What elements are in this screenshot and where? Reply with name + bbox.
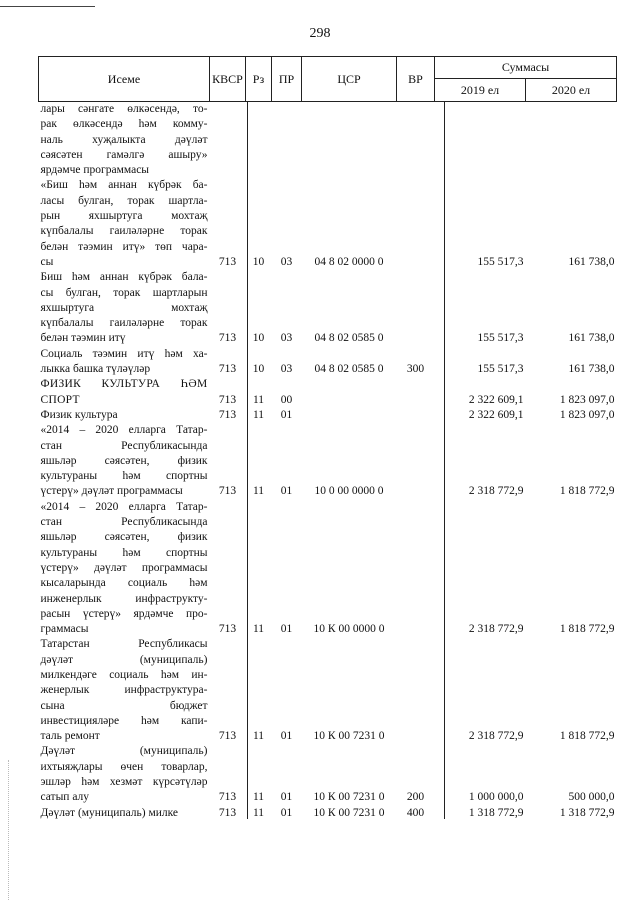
name-line: кысаларында социаль һәм — [40, 577, 208, 590]
name-line: күпбалалы гаиләләрне торак — [40, 317, 208, 330]
cell-rz: 10 — [252, 332, 265, 345]
cell-kvsr — [210, 102, 246, 179]
name-line: лары сәнгате өлкәсендә, то- — [40, 103, 208, 115]
cell-vr: 300 — [406, 363, 425, 376]
name-line: «2014 – 2020 елларга Татар- — [40, 424, 208, 437]
name-line: сына бюджет — [40, 699, 208, 712]
name-line: таль ремонт — [40, 730, 100, 743]
cell-csr: 10 0 00 0000 0 — [314, 485, 384, 498]
cell-kvsr: 713 — [218, 791, 237, 804]
cell-kvsr: 713 — [218, 255, 237, 268]
name-line: Социаль тәэмин итү һәм ха- — [40, 347, 208, 360]
name-line: Татарстан Республикасы — [40, 638, 208, 651]
name-line: сәясәтен гамәлгә ашыру» — [40, 148, 208, 161]
header-vr: ВР — [397, 57, 435, 102]
cell-pr: 03 — [280, 332, 293, 345]
cell-kvsr: 713 — [218, 623, 237, 636]
name-line: Дәүләт (муниципаль) — [40, 745, 208, 758]
cell-vr — [397, 102, 435, 179]
table-header — [39, 57, 617, 102]
cell-rz: 11 — [252, 485, 265, 498]
name-line: стан Республикасында — [40, 439, 208, 452]
cell-vr — [397, 270, 435, 346]
cell-pr: 01 — [280, 791, 293, 804]
cell-sum-2019: 2 318 772,9 — [468, 485, 524, 498]
cell-name — [39, 270, 210, 346]
name-line: милкендәге социаль һәм ин- — [40, 668, 208, 681]
name-line: Биш һәм аннан күбрәк бала- — [40, 271, 208, 284]
cell-sum-2019: 2 322 609,1 — [468, 408, 524, 421]
name-line: инженерлык инфраструкту- — [40, 592, 208, 605]
budget-table — [38, 56, 617, 821]
cell-sum-2019: 2 318 772,9 — [468, 623, 524, 636]
cell-sum-2020: 161 738,0 — [568, 332, 615, 345]
cell-sum-2019: 155 517,3 — [477, 363, 524, 376]
cell-kvsr: 713 — [218, 332, 237, 345]
header-sums: Суммасы — [435, 57, 617, 79]
table-row — [39, 423, 617, 499]
name-line: расын үстерү» ярдәмче про- — [40, 607, 208, 620]
cell-pr: 03 — [280, 363, 293, 376]
cell-vr — [397, 178, 435, 270]
name-line: лыкка башка түләүләр — [40, 363, 151, 376]
cell-name — [39, 377, 210, 408]
page-number: 298 — [309, 26, 331, 41]
name-line: культураны һәм спортны — [40, 470, 208, 483]
cell-csr: 04 8 02 0585 0 — [314, 332, 384, 345]
table-row — [39, 270, 617, 346]
cell-sum-2019: 2 318 772,9 — [468, 730, 524, 743]
table-row — [39, 744, 617, 805]
cell-pr: 01 — [280, 623, 293, 636]
name-line: күпбалалы гаиләләрне торак — [40, 225, 208, 238]
cell-csr: 10 К 00 7231 0 — [313, 791, 385, 804]
table-row — [39, 500, 617, 638]
cell-kvsr: 713 — [218, 408, 237, 421]
cell-rz — [246, 102, 272, 179]
cell-pr: 01 — [280, 485, 293, 498]
cell-pr: 01 — [280, 730, 293, 743]
name-line: СПОРТ — [40, 393, 80, 406]
cell-pr: 01 — [280, 408, 293, 421]
header-csr: ЦСР — [302, 57, 397, 102]
table-body — [39, 102, 617, 821]
cell-sum-2020: 1 818 772,9 — [559, 730, 615, 743]
cell-vr — [397, 377, 435, 408]
cell-csr: 10 К 00 0000 0 — [313, 623, 385, 636]
cell-kvsr: 713 — [218, 806, 237, 819]
cell-pr — [272, 102, 302, 179]
cell-vr — [397, 500, 435, 638]
name-line: яхшыртуга мохтаҗ — [40, 301, 208, 314]
name-line: сы булган, торак шартларын — [40, 286, 208, 299]
name-line: Дәүләт (муниципаль) милке — [40, 806, 179, 819]
cell-csr — [302, 377, 397, 408]
cell-csr — [302, 408, 397, 423]
cell-sum-2020: 1 818 772,9 — [559, 485, 615, 498]
table-row — [39, 377, 617, 408]
table-row — [39, 806, 617, 821]
name-line: стан Республикасында — [40, 516, 208, 529]
table-row — [39, 637, 617, 744]
column-rule — [247, 101, 248, 819]
cell-kvsr: 713 — [218, 730, 237, 743]
name-line: эшләр һәм хезмәт күрсәтүләр — [40, 776, 208, 789]
cell-sum-2020: 161 738,0 — [568, 363, 615, 376]
header-pr: ПР — [272, 57, 302, 102]
name-line: Физик культура — [40, 408, 118, 421]
cell-name — [39, 637, 210, 744]
cell-csr: 10 К 00 7231 0 — [313, 806, 385, 819]
name-line: женерлык инфраструктура- — [40, 684, 208, 697]
cell-sum-2020 — [526, 102, 617, 179]
name-line: инвестицияләре һәм капи- — [40, 714, 208, 727]
cell-rz: 10 — [252, 255, 265, 268]
header-kvsr: КВСР — [210, 57, 246, 102]
header-year-2019: 2019 ел — [435, 79, 526, 102]
margin-dots — [8, 760, 9, 900]
name-line: рын яхшыртуга мохтаҗ — [40, 210, 208, 223]
cell-csr: 04 8 02 0585 0 — [314, 363, 384, 376]
cell-rz: 10 — [252, 363, 265, 376]
name-line: яшьләр сәясәтен, физик — [40, 454, 208, 467]
name-line: дәүләт (муниципаль) — [40, 653, 208, 666]
name-line: сы — [40, 255, 54, 268]
name-line: «2014 – 2020 елларга Татар- — [40, 500, 208, 513]
cell-vr: 400 — [406, 806, 425, 819]
cell-pr: 01 — [280, 806, 293, 819]
table-row — [39, 178, 617, 270]
name-line: үстерү» дәүләт программасы — [40, 485, 183, 498]
cell-sum-2019: 1 000 000,0 — [468, 791, 524, 804]
cell-pr: 03 — [280, 255, 293, 268]
cell-vr: 200 — [406, 791, 425, 804]
cell-sum-2020: 1 818 772,9 — [559, 623, 615, 636]
cell-name — [39, 347, 210, 378]
cell-name — [39, 423, 210, 499]
name-line: культураны һәм спортны — [40, 546, 208, 559]
cell-rz: 11 — [252, 791, 265, 804]
cell-sum-2019: 155 517,3 — [477, 332, 524, 345]
cell-name — [39, 500, 210, 638]
cell-csr: 10 К 00 7231 0 — [313, 730, 385, 743]
cell-sum-2020: 161 738,0 — [568, 255, 615, 268]
cell-pr: 00 — [280, 393, 293, 406]
name-line: үстерү» дәүләт программасы — [40, 561, 208, 574]
column-rule — [444, 101, 445, 819]
cell-rz: 11 — [252, 393, 265, 406]
name-line: ФИЗИК КУЛЬТУРА ҺӘМ — [40, 378, 208, 391]
cell-vr — [397, 637, 435, 744]
cell-name — [39, 178, 210, 270]
name-line: «Биш һәм аннан күбрәк ба- — [40, 179, 208, 192]
cell-kvsr: 713 — [218, 363, 237, 376]
name-line: наль хуҗалыкта дәүләт — [40, 133, 208, 146]
cell-rz: 11 — [252, 408, 265, 421]
name-line: рак өлкәсендә һәм комму- — [40, 118, 208, 131]
cell-rz: 11 — [252, 623, 265, 636]
cell-sum-2020: 1 823 097,0 — [559, 408, 615, 421]
cell-sum-2020: 1 318 772,9 — [559, 806, 615, 819]
cell-sum-2020: 1 823 097,0 — [559, 393, 615, 406]
name-line: сатып алу — [40, 791, 90, 804]
cell-kvsr: 713 — [218, 485, 237, 498]
cell-sum-2020: 500 000,0 — [568, 791, 615, 804]
table-row — [39, 408, 617, 423]
name-line: ихтыяҗлары өчен товарлар, — [40, 760, 208, 773]
cell-sum-2019: 1 318 772,9 — [468, 806, 524, 819]
header-year-2020: 2020 ел — [526, 79, 617, 102]
cell-sum-2019: 2 322 609,1 — [468, 393, 524, 406]
top-rule — [0, 6, 95, 7]
name-line: белән тәэмин итү — [40, 332, 126, 345]
cell-sum-2019 — [435, 102, 526, 179]
cell-csr: 04 8 02 0000 0 — [314, 255, 384, 268]
cell-rz: 11 — [252, 730, 265, 743]
cell-name — [39, 806, 210, 821]
name-line: яшьләр сәясәтен, физик — [40, 531, 208, 544]
cell-vr — [397, 408, 435, 423]
header-name: Исеме — [39, 57, 210, 102]
cell-vr — [397, 423, 435, 499]
cell-sum-2019: 155 517,3 — [477, 255, 524, 268]
cell-csr — [302, 102, 397, 179]
cell-rz: 11 — [252, 806, 265, 819]
table-row — [39, 102, 617, 179]
cell-name — [39, 408, 210, 423]
table-row — [39, 347, 617, 378]
header-rz: Рз — [246, 57, 272, 102]
cell-kvsr: 713 — [218, 393, 237, 406]
name-line: ласы булган, торак шартла- — [40, 194, 208, 207]
cell-name — [39, 102, 210, 179]
cell-name — [39, 744, 210, 805]
name-line: ярдәмче программасы — [40, 164, 150, 177]
name-line: белән тәэмин итү» төп чара- — [40, 240, 208, 253]
name-line: граммасы — [40, 623, 89, 636]
